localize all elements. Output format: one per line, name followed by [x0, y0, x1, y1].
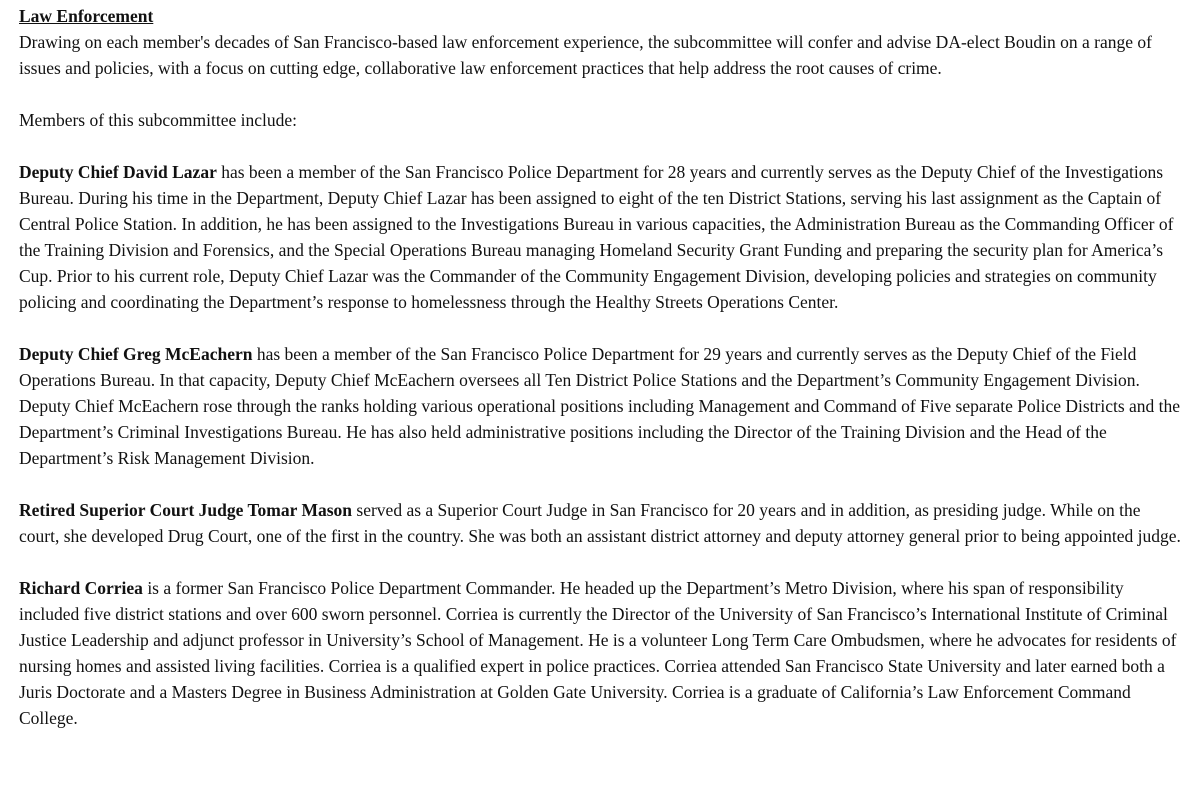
member-paragraph-mason — [19, 497, 1184, 549]
member-name: Deputy Chief David Lazar — [19, 162, 217, 182]
member-paragraph-corriea — [19, 575, 1184, 731]
document-body — [19, 3, 1184, 731]
paragraph-gap — [19, 81, 1184, 107]
members-intro: Members of this subcommittee include: — [19, 110, 298, 130]
member-name: Richard Corriea — [19, 578, 143, 598]
member-paragraph-lazar — [19, 159, 1184, 315]
member-name: Deputy Chief Greg McEachern — [19, 344, 253, 364]
section-intro: Drawing on each member's decades of San Francisco-based law enforcement experience, the subcommittee will confer and advise DA-elect Boudin on a range of issues and policies, with a focus on cutting edge, collaborative law enforcement practices that help address the root causes of crime. — [19, 32, 1152, 78]
member-name: Retired Superior Court Judge Tomar Mason — [19, 500, 353, 520]
member-bio: is a former San Francisco Police Department Commander. He headed up the Department’s Metro Division, where his span of responsibility included five district stations and over 600 sworn personnel. Corriea is currently the Director of the University of San Francisco’s International Institute of Criminal Justice Leadership and adjunct professor in University’s School of Management. He is a volunteer Long Term Care Ombudsmen, where he advocates for residents of nursing homes and assisted living facilities. Corriea is a qualified expert in police practices. Corriea attended San Francisco State University and later earned both a Juris Doctorate and a Masters Degree in Business Administration at Golden Gate University. Corriea is a graduate of California’s Law Enforcement Command College. — [19, 578, 1177, 728]
paragraph-gap — [19, 549, 1184, 575]
paragraph-gap — [19, 471, 1184, 497]
section-heading: Law Enforcement — [19, 6, 154, 26]
paragraph-gap — [19, 133, 1184, 159]
member-bio: has been a member of the San Francisco Police Department for 28 years and currently serves as the Deputy Chief of the Investigations Bureau. During his time in the Department, Deputy Chief Lazar has been assigned to eight of the ten District Stations, serving his last assignment as the Captain of Central Police Station. In addition, he has been assigned to the Investigations Bureau in various capacities, the Administration Bureau as the Commanding Officer of the Training Division and Forensics, and the Special Operations Bureau managing Homeland Security Grant Funding and preparing the security plan for America’s Cup. Prior to his current role, Deputy Chief Lazar was the Commander of the Community Engagement Division, developing policies and strategies on community policing and coordinating the Department’s response to homelessness through the Healthy Streets Operations Center. — [19, 162, 1174, 312]
paragraph-gap — [19, 315, 1184, 341]
member-paragraph-mceachern — [19, 341, 1184, 471]
member-bio: has been a member of the San Francisco Police Department for 29 years and currently serves as the Deputy Chief of the Field Operations Bureau. In that capacity, Deputy Chief McEachern oversees all Ten District Police Stations and the Department’s Community Engagement Division. Deputy Chief McEachern rose through the ranks holding various operational positions including Management and Command of Five separate Police Districts and the Department’s Criminal Investigations Bureau. He has also held administrative positions including the Director of the Training Division and the Head of the Department’s Risk Management Division. — [19, 344, 1181, 468]
member-bio: served as a Superior Court Judge in San Francisco for 20 years and in addition, as presiding judge. While on the court, she developed Drug Court, one of the first in the country. She was both an assistant district attorney and deputy attorney general prior to being appointed judge. — [19, 500, 1181, 546]
